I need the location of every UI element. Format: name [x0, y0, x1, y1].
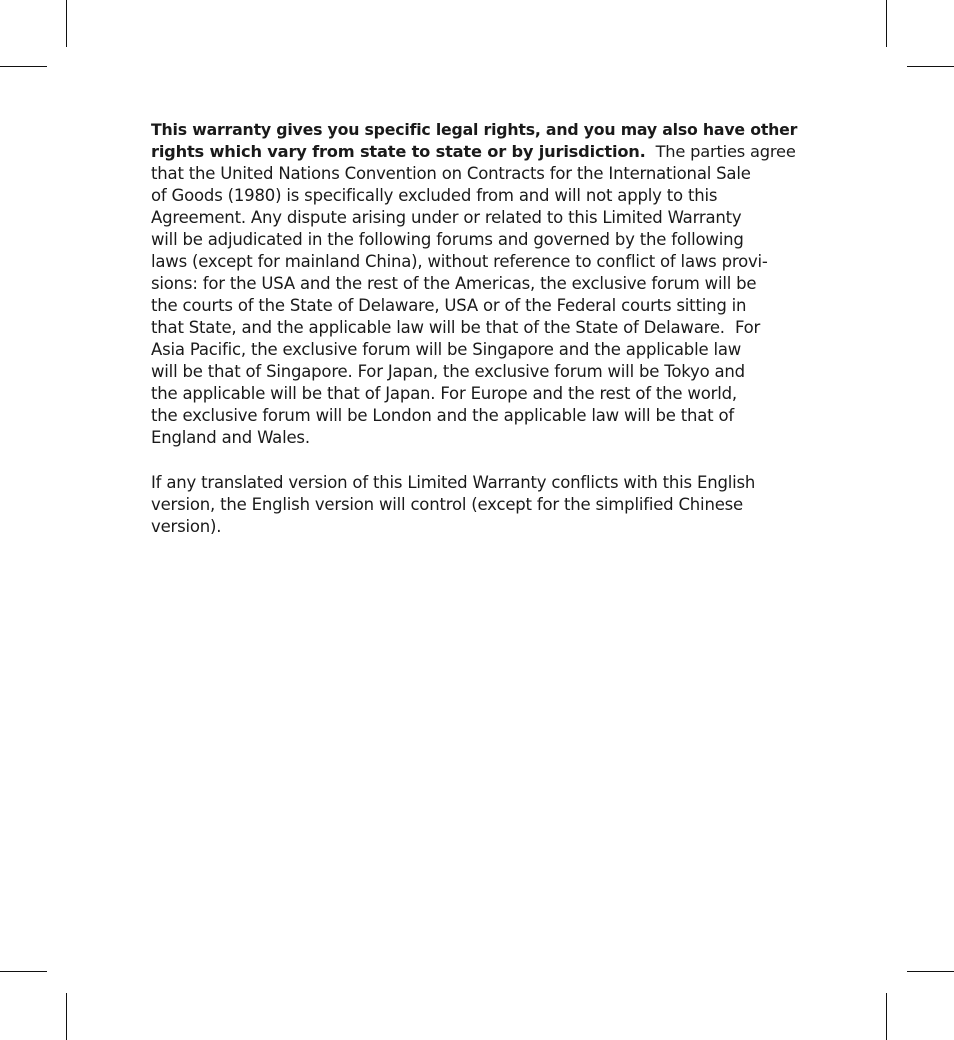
crop-mark-bottom-left-horizontal — [0, 971, 47, 972]
crop-mark-bottom-left-vertical — [66, 993, 67, 1040]
crop-mark-top-left-horizontal — [0, 66, 47, 67]
text-line: England and Wales. — [151, 428, 310, 447]
paragraph-gap — [151, 449, 803, 472]
legal-rights-paragraph — [151, 119, 803, 449]
text-line: will be adjudicated in the following forums and governed by the following — [151, 230, 744, 249]
text-line: that the United Nations Convention on Contracts for the International Sale — [151, 164, 751, 183]
warranty-text-block — [151, 119, 803, 538]
text-line: the exclusive forum will be London and the applicable law will be that of — [151, 406, 734, 425]
text-line: version, the English version will control (except for the simplified Chinese — [151, 495, 743, 514]
translation-paragraph — [151, 472, 803, 538]
text-line: laws (except for mainland China), without reference to conflict of laws provi- — [151, 252, 768, 271]
text-line: Asia Pacific, the exclusive forum will be Singapore and the applicable law — [151, 340, 742, 359]
text-line: of Goods (1980) is specifically excluded from and will not apply to this — [151, 186, 718, 205]
text-line: If any translated version of this Limited Warranty conflicts with this English — [151, 473, 756, 492]
text-line: will be that of Singapore. For Japan, the exclusive forum will be Tokyo and — [151, 362, 745, 381]
crop-mark-bottom-right-horizontal — [907, 971, 954, 972]
text-line: Agreement. Any dispute arising under or related to this Limited Warranty — [151, 208, 742, 227]
text-line: the applicable will be that of Japan. For Europe and the rest of the world, — [151, 384, 737, 403]
crop-mark-bottom-right-vertical — [886, 993, 887, 1040]
text-line: that State, and the applicable law will be that of the State of Delaware. For — [151, 318, 761, 337]
crop-mark-top-left-vertical — [66, 0, 67, 47]
text-line: the courts of the State of Delaware, USA or of the Federal courts sitting in — [151, 296, 747, 315]
crop-mark-top-right-vertical — [886, 0, 887, 47]
text-line: This warranty gives you specific legal rights, and you may also have other — [151, 120, 798, 139]
text-line — [151, 141, 803, 163]
text-line: version). — [151, 517, 222, 536]
text-line: sions: for the USA and the rest of the Americas, the exclusive forum will be — [151, 274, 757, 293]
bold-text: rights which vary from state to state or by jurisdiction. — [151, 142, 646, 161]
text-run: The parties agree — [645, 142, 796, 161]
crop-mark-top-right-horizontal — [907, 66, 954, 67]
